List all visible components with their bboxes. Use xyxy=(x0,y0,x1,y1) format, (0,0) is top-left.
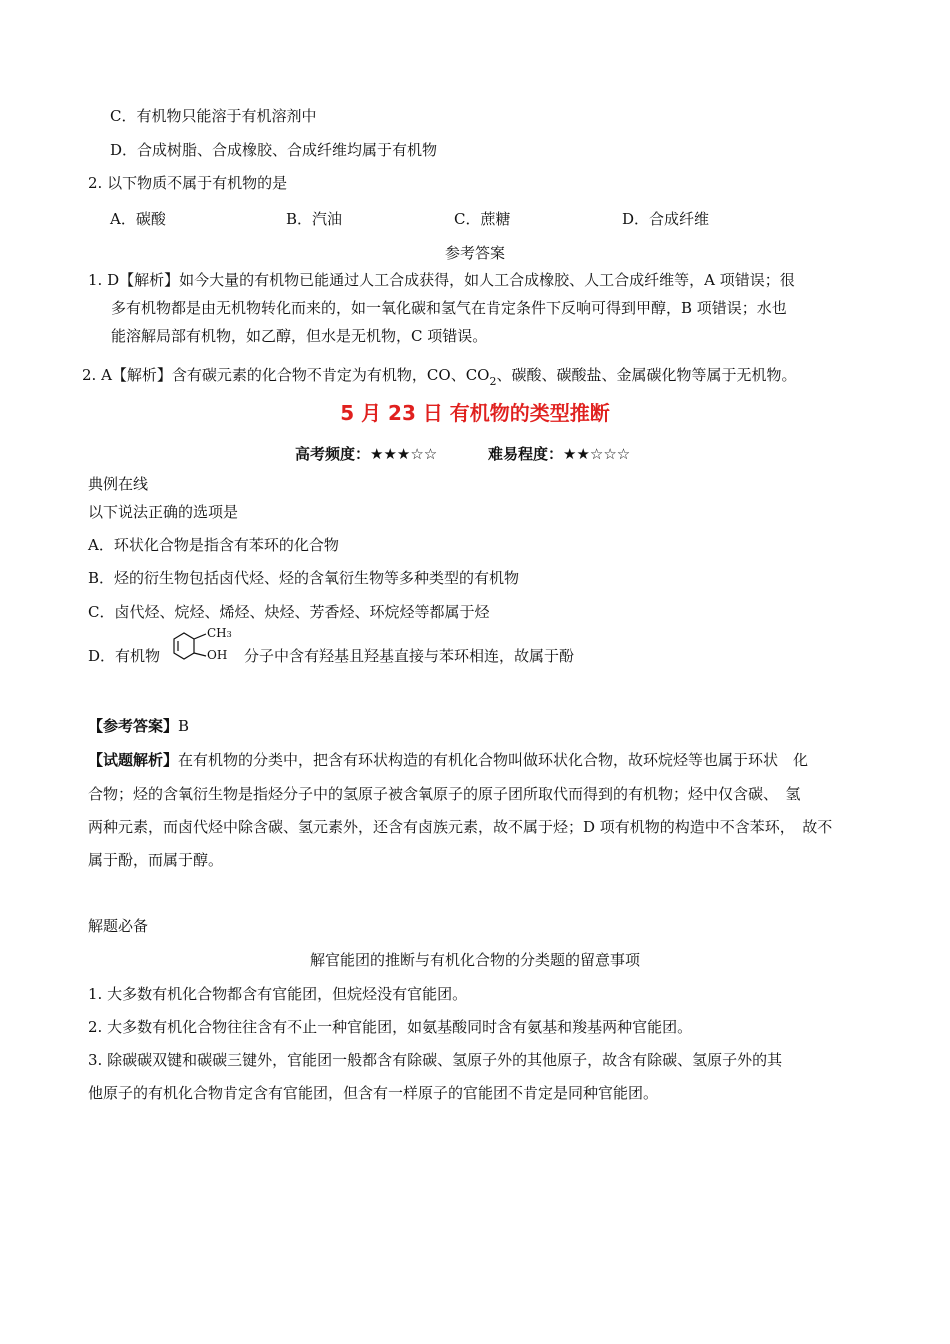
answer-1-line-1: 1. D【解析】如今大量的有机物已能通过人工合成获得，如人工合成橡胶、人工合成纤维等，A 项错误；很 xyxy=(88,271,795,289)
q2-option-b: B．汽油 xyxy=(286,210,343,228)
analysis-label: 【试题解析】 xyxy=(88,751,179,769)
answer-1-line-2: 多有机物都是由无机物转化而来的，如一氧化碳和氢气在肯定条件下反响可得到甲醇，B 项错误；水也 xyxy=(111,299,787,317)
section-title: 5 月 23 日 有机物的类型推断 xyxy=(340,401,610,425)
answer-2 xyxy=(82,365,796,387)
ch3-subscript: 3 xyxy=(226,630,232,639)
essentials-heading: 解题必备 xyxy=(88,917,149,935)
hydroxyl-label: OH xyxy=(207,648,228,662)
ref-answer-heading: 参考答案 xyxy=(444,244,505,262)
ch3-text: CH xyxy=(207,626,227,640)
analysis-line-2: 合物；烃的含氧衍生物是指烃分子中的氢原子被含氧原子的原子团所取代而得到的有机物；烃中仅含碳、 氢 xyxy=(88,785,801,803)
methyl-label xyxy=(207,626,232,642)
essentials-item-1: 1. 大多数有机化合物都含有官能团，但烷烃没有官能团。 xyxy=(88,985,468,1003)
q2-option-d: D．合成纤维 xyxy=(622,210,710,228)
essentials-item-3-line-1: 3. 除碳碳双键和碳碳三键外，官能团一般都含有除碳、氢原子外的其他原子，故含有除碳、氢原子外的其 xyxy=(88,1051,783,1069)
analysis-line-3: 两种元素，而卤代烃中除含碳、氢元素外，还含有卤族元素，故不属于烃；D 项有机物的构造中不含苯环， 故不 xyxy=(88,818,833,836)
q1-option-d: D．合成树脂、合成橡胶、合成纤维均属于有机物 xyxy=(110,141,438,159)
ref-answer xyxy=(88,716,189,736)
essentials-item-2: 2. 大多数有机化合物往往含有不止一种官能团，如氨基酸同时含有氨基和羧基两种官能团。 xyxy=(88,1018,693,1036)
answer-2-suffix: 、碳酸、碳酸盐、金属碳化物等属于无机物。 xyxy=(496,366,797,384)
q2-option-c: C．蔗糖 xyxy=(454,210,511,228)
analysis-line-4: 属于酚，而属于醇。 xyxy=(88,851,224,869)
molecule-structure xyxy=(166,628,242,668)
ref-answer-label: 【参考答案】 xyxy=(88,717,179,735)
example-option-c: C．卤代烃、烷烃、烯烃、炔烃、芳香烃、环烷烃等都属于烃 xyxy=(88,603,490,621)
q2-option-a: A．碳酸 xyxy=(110,210,166,228)
analysis-text-1: 在有机物的分类中，把含有环状构造的有机化合物叫做环状化合物，故环烷烃等也属于环状 化 xyxy=(178,751,809,769)
example-option-b: B．烃的衍生物包括卤代烃、烃的含氧衍生物等多种类型的有机物 xyxy=(88,569,520,587)
essentials-title: 解官能团的推断与有机化合物的分类题的留意事项 xyxy=(309,951,640,969)
example-option-d-suffix: 分子中含有羟基且羟基直接与苯环相连，故属于酚 xyxy=(244,647,575,665)
essentials-item-3-line-2: 他原子的有机化合物肯定含有官能团，但含有一样原子的官能团不肯定是同种官能团。 xyxy=(88,1084,659,1102)
q1-option-c: C．有机物只能溶于有机溶剂中 xyxy=(110,107,317,125)
example-stem: 以下说法正确的选项是 xyxy=(88,503,239,521)
example-heading: 典例在线 xyxy=(88,475,149,493)
example-option-d-prefix: D．有机物 xyxy=(88,647,161,665)
frequency-rating: 高考频度：★★★☆☆ xyxy=(295,445,438,463)
ref-answer-value: B xyxy=(178,717,190,735)
analysis-line-1 xyxy=(88,750,808,770)
answer-2-prefix: 2. A【解析】含有碳元素的化合物不肯定为有机物，CO、CO xyxy=(82,366,490,384)
answer-1-line-3: 能溶解局部有机物，如乙醇，但水是无机物，C 项错误。 xyxy=(111,327,488,345)
co2-subscript: 2 xyxy=(489,375,497,388)
q2-stem: 2. 以下物质不属于有机物的是 xyxy=(88,174,288,192)
example-option-a: A．环状化合物是指含有苯环的化合物 xyxy=(88,536,339,554)
difficulty-rating: 难易程度：★★☆☆☆ xyxy=(488,445,631,463)
